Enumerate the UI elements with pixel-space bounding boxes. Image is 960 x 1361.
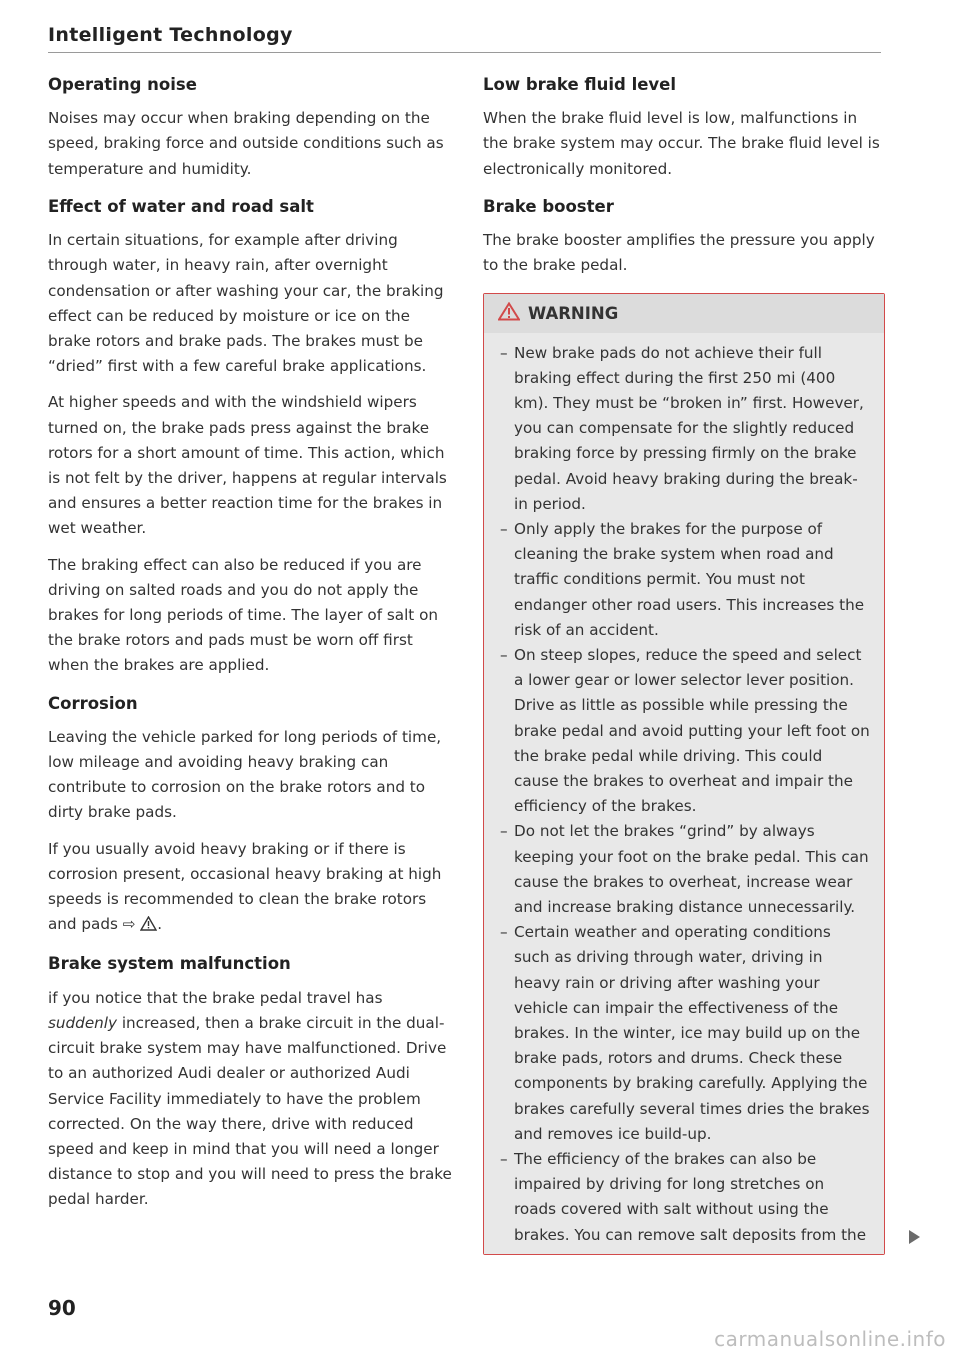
paragraph: The braking effect can also be reduced if you are driving on salted roads and you do not apply the brakes for long periods of time. The layer of salt on the brake rotors and pads must be worn off first when the brakes are applied.: [48, 555, 439, 675]
section-heading: Brake booster: [483, 196, 614, 216]
section-low-brake-fluid: [483, 74, 885, 182]
paragraph-with-warning-ref: If you usually avoid heavy braking or if there is corrosion present, occasional heavy braking at high speeds is recommended to clean the brake rotors and pads ⇨ .: [48, 837, 454, 940]
warning-item-text: On steep slopes, reduce the speed and select a lower gear or lower selector lever position. Drive as little as possible while pressing the brake pedal and avoid putting your left foot on the brake pedal while driving. This could cause the brakes to overheat and impair the efficiency of the brakes.: [514, 645, 870, 816]
header-divider: [48, 52, 881, 53]
warning-title: WARNING: [528, 303, 619, 323]
warning-item-text: The efficiency of the brakes can also be impaired by driving for long stretches on roads covered with salt without using the brakes. You can remove salt deposits from the: [514, 1150, 867, 1244]
warning-item-text: Only apply the brakes for the purpose of cleaning the brake system when road and traffic conditions permit. You must not endanger other road users. This increases the risk of an accident.: [514, 519, 865, 639]
warning-box: [483, 293, 885, 1255]
page-header-title: Intelligent Technology: [48, 24, 293, 46]
paragraph: [48, 986, 454, 1213]
section-heading: Brake system malfunction: [48, 954, 291, 974]
warning-list-item: – On steep slopes, reduce the speed and select a lower gear or lower selector lever position. Drive as little as possible while pressing the brake pedal and avoid putting your left foot on the brake pedal while driving. This could cause the brakes to overheat and impair the efficiency of the brakes.: [500, 645, 870, 816]
section-brake-booster: [483, 196, 885, 279]
section-corrosion: [48, 693, 454, 940]
warning-item-text: Do not let the brakes “grind” by always keeping your foot on the brake pedal. This can cause the brakes to overheat, increase wear and increase braking distance unnecessarily.: [514, 822, 869, 917]
section-operating-noise: [48, 74, 454, 182]
left-column: [48, 74, 454, 1227]
emphasis-text: suddenly: [48, 1013, 117, 1032]
page-number: 90: [48, 1296, 76, 1320]
warning-triangle-icon[interactable]: [140, 914, 157, 939]
paragraph-text: If you usually avoid heavy braking or if there is corrosion present, occasional heavy braking at high speeds is recommended to clean the brake rotors and pads ⇨: [48, 839, 442, 934]
warning-body: [484, 333, 884, 1254]
warning-list-item: – Only apply the brakes for the purpose of cleaning the brake system when road and traffic conditions permit. You must not endanger other road users. This increases the risk of an accident.: [500, 519, 865, 639]
watermark: carmanualsonline.info: [714, 1327, 946, 1351]
paragraph: In certain situations, for example after driving through water, in heavy rain, after overnight condensation or after washing your car, the braking effect can be reduced by moisture or ice on the brake rotors and brake pads. The brakes must be “dried” first with a few careful brake applications.: [48, 231, 444, 376]
text-run: increased, then a brake circuit in the dual-circuit brake system may have malfunctioned. Drive to an authorized Audi dealer or authorized Audi Service Facility immediately to have the problem corrected. On the way there, drive with reduced speed and keep in mind that you will need a longer distance to stop and you will need to press the brake pedal harder.: [48, 1013, 452, 1209]
paragraph: Noises may occur when braking depending on the speed, braking force and outside conditions such as temperature and humidity.: [48, 109, 444, 178]
warning-item-text: Certain weather and operating conditions such as driving through water, driving in heavy rain or driving after washing your vehicle can impair the effectiveness of the brakes. In the winter, ice may build up on the brake pads, rotors and drums. Check these components by braking carefully. Applying the brakes carefully several times dries the brakes and removes ice build-up.: [514, 923, 870, 1143]
warning-list-item: – Do not let the brakes “grind” by always keeping your foot on the brake pedal. This can cause the brakes to overheat, increase wear and increase braking distance unnecessarily.: [500, 822, 869, 917]
paragraph: Leaving the vehicle parked for long periods of time, low mileage and avoiding heavy braking can contribute to corrosion on the brake rotors and to dirty brake pads.: [48, 727, 442, 822]
section-heading: Effect of water and road salt: [48, 196, 314, 216]
continue-arrow-icon[interactable]: [909, 1230, 920, 1244]
warning-triangle-icon: [498, 302, 520, 325]
paragraph: The brake booster amplifies the pressure you apply to the brake pedal.: [483, 231, 875, 275]
warning-list-item: – New brake pads do not achieve their full braking effect during the first 250 mi (400 km). They must be “broken in” first. However, you can compensate for the slightly reduced braking force by pressing firmly on the brake pedal. Avoid heavy braking during the break-in period.: [500, 343, 864, 513]
section-brake-malfunction: [48, 953, 454, 1212]
section-heading: Low brake fluid level: [483, 75, 677, 94]
section-heading: Operating noise: [48, 75, 197, 94]
paragraph: When the brake fluid level is low, malfunctions in the brake system may occur. The brake fluid level is electronically monitored.: [483, 109, 880, 178]
section-heading: Corrosion: [48, 693, 138, 713]
warning-item-text: New brake pads do not achieve their full braking effect during the first 250 mi (400 km). They must be “broken in” first. However, you can compensate for the slightly reduced braking force by pressing firmly on the brake pedal. Avoid heavy braking during the break-in period.: [514, 343, 864, 513]
warning-header: [484, 294, 884, 333]
warning-list-item: – The efficiency of the brakes can also be impaired by driving for long stretches on roads covered with salt without using the brakes. You can remove salt deposits from the: [500, 1147, 870, 1248]
right-column: [483, 74, 885, 1255]
section-water-road-salt: [48, 196, 454, 679]
paragraph: At higher speeds and with the windshield wipers turned on, the brake pads press against the brake rotors for a short amount of time. This action, which is not felt by the driver, happens at regular intervals and ensures a better reaction time for the brakes in wet weather.: [48, 393, 447, 538]
warning-list-item: – Certain weather and operating conditions such as driving through water, driving in heavy rain or driving after washing your vehicle can impair the effectiveness of the brakes. In the winter, ice may build up on the brake pads, rotors and drums. Check these components by braking carefully. Applying the brakes carefully several times dries the brakes and removes ice build-up.: [500, 923, 870, 1143]
text-run: if you notice that the brake pedal travel has: [48, 988, 383, 1007]
